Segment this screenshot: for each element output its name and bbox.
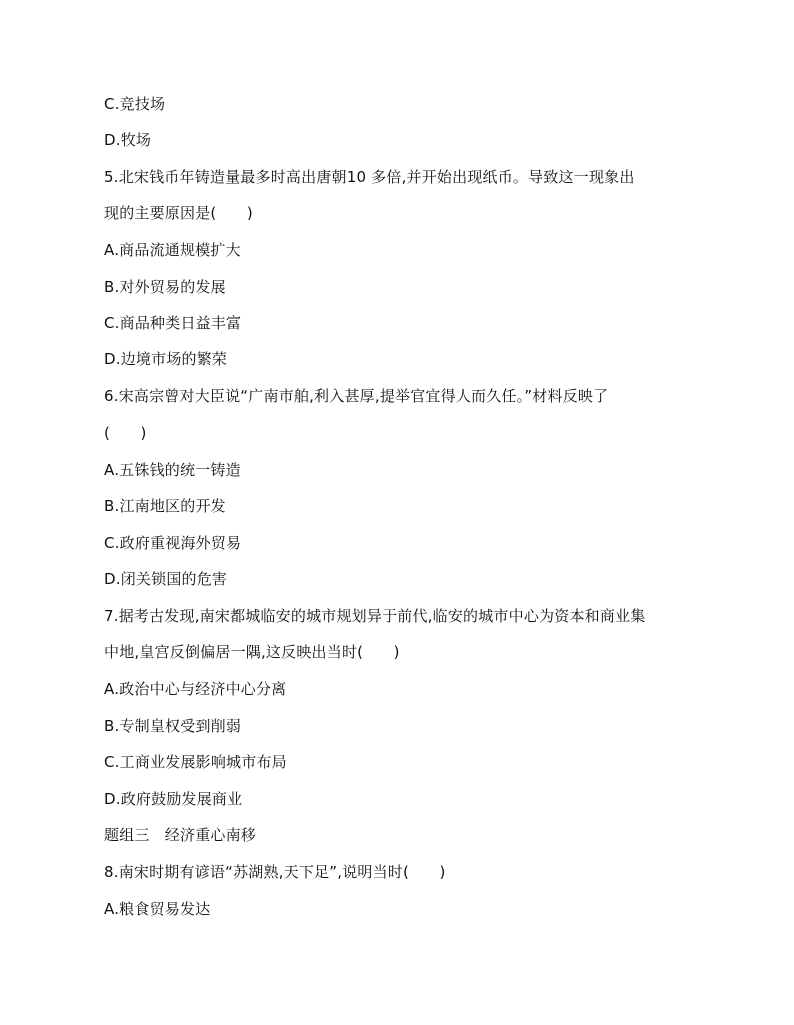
question-7-line-1: 7.据考古发现,南宋都城临安的城市规划异于前代,临安的城市中心为资本和商业集 <box>104 607 646 625</box>
option-c-q6: C.政府重视海外贸易 <box>104 534 242 552</box>
option-c-q5: C.商品种类日益丰富 <box>104 314 242 332</box>
option-a-q5: A.商品流通规模扩大 <box>104 241 241 259</box>
option-a-q8: A.粮食贸易发达 <box>104 900 211 918</box>
question-6-line-2: ( ) <box>104 424 147 442</box>
option-c-q4: C.竞技场 <box>104 95 166 113</box>
option-b-q5: B.对外贸易的发展 <box>104 278 226 296</box>
option-b-q7: B.专制皇权受到削弱 <box>104 717 242 735</box>
option-c-q7: C.工商业发展影响城市布局 <box>104 753 287 771</box>
option-d-q7: D.政府鼓励发展商业 <box>104 790 243 808</box>
question-8-line-1: 8.南宋时期有谚语“苏湖熟,天下足”,说明当时( ) <box>104 863 446 881</box>
option-a-q6: A.五铢钱的统一铸造 <box>104 461 241 479</box>
option-d-q6: D.闭关锁国的危害 <box>104 570 228 588</box>
option-d-q5: D.边境市场的繁荣 <box>104 350 228 368</box>
option-a-q7: A.政治中心与经济中心分离 <box>104 680 287 698</box>
question-7-line-2: 中地,皇宫反倒偏居一隅,这反映出当时( ) <box>104 643 400 661</box>
section-heading-group-3: 题组三 经济重心南移 <box>104 826 257 844</box>
option-d-q4: D.牧场 <box>104 131 152 149</box>
question-5-line-1: 5.北宋钱币年铸造量最多时高出唐朝10 多倍,并开始出现纸币。导致这一现象出 <box>104 168 635 186</box>
option-b-q6: B.江南地区的开发 <box>104 497 226 515</box>
question-5-line-2: 现的主要原因是( ) <box>104 204 253 222</box>
question-6-line-1: 6.宋高宗曾对大臣说“广南市舶,利入甚厚,提举官宜得人而久任。”材料反映了 <box>104 387 609 405</box>
